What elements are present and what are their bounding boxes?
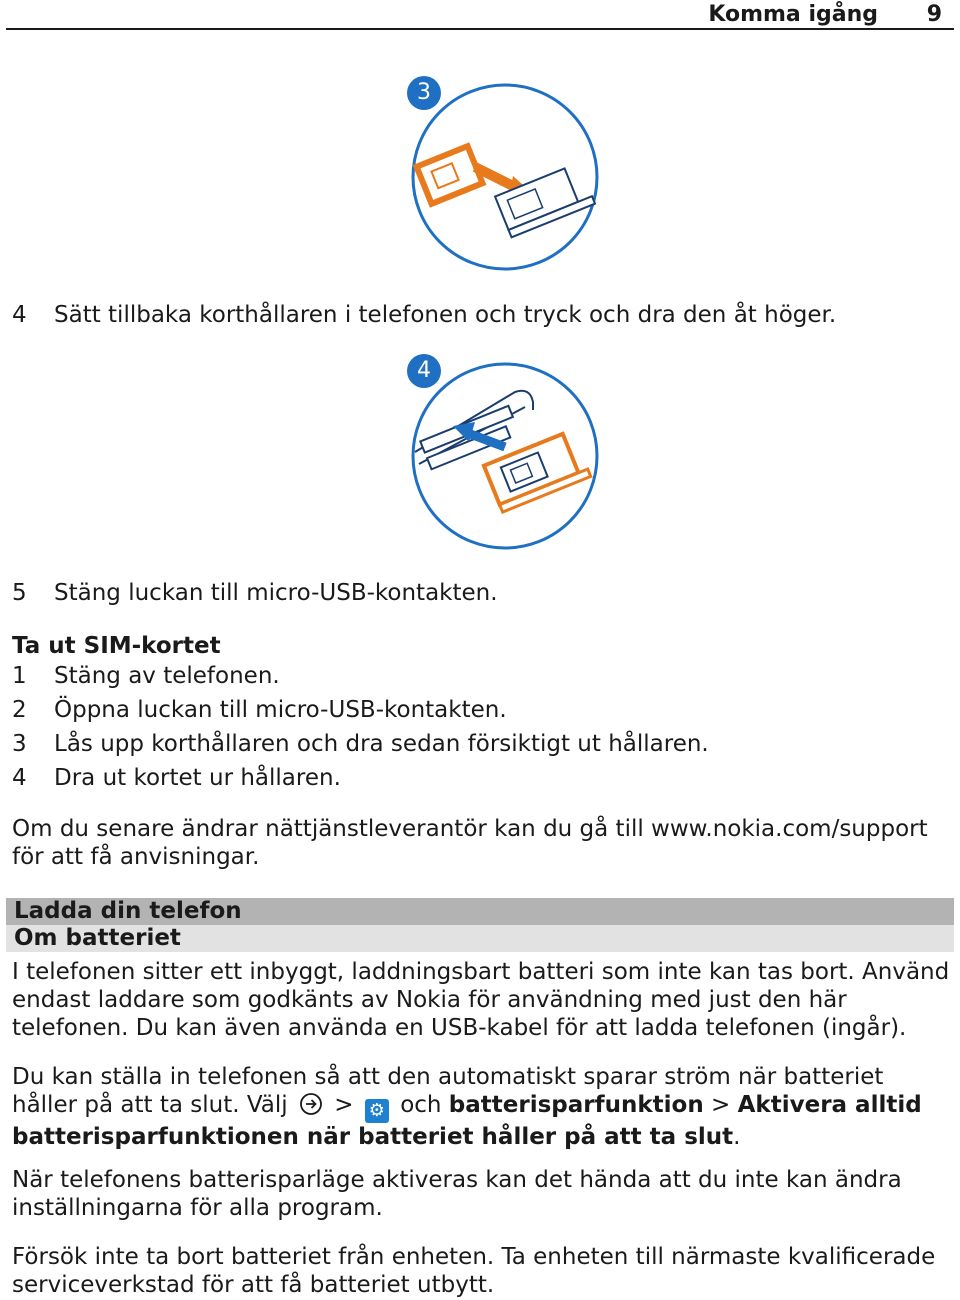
list-item	[12, 663, 280, 689]
list-item	[12, 731, 709, 757]
gt-separator: >	[711, 1092, 731, 1118]
page-number: 9	[926, 2, 942, 27]
section-title: Ladda din telefon	[14, 898, 242, 924]
step-number: 1	[12, 663, 27, 689]
step-4-badge: 4	[407, 354, 441, 388]
arrow-circle-icon	[299, 1092, 323, 1116]
list-item	[12, 765, 341, 791]
and-text: och	[400, 1092, 442, 1118]
subsection-title: Om batteriet	[14, 925, 181, 951]
battery-saver-setting: batterisparfunktion	[448, 1092, 704, 1118]
list-item	[12, 697, 507, 723]
step-text: Stäng luckan till micro-USB-kontakten.	[54, 580, 498, 606]
gt-separator: >	[334, 1092, 354, 1118]
illustration-step-3	[405, 72, 605, 272]
step-4-line	[12, 302, 836, 328]
battery-paragraph-1: I telefonen sitter ett inbyggt, laddningsbart batteri som inte kan tas bort. Använd endast laddare som godkänts av Nokia för användning med just den här telefonen. Du kan även använda en USB-kabel för att ladda telefonen (ingår).	[12, 959, 950, 1041]
illustration-step-4	[405, 352, 605, 552]
battery-paragraph-3: När telefonens batterisparläge aktiveras kan det hända att du inte kan ändra inställningarna för alla program.	[12, 1167, 902, 1221]
period: .	[733, 1124, 741, 1150]
step-number: 3	[12, 731, 27, 757]
page-header	[6, 0, 954, 30]
step-number: 4	[12, 765, 27, 791]
step-number: 4	[12, 302, 27, 328]
p2-text: Du kan ställa in telefonen så att den automatiskt sparar ström när batteriet håller på att ta slut. Välj	[12, 1064, 884, 1118]
chapter-title: Komma igång	[708, 2, 878, 27]
step-text: Stäng av telefonen.	[54, 663, 280, 689]
subsection-heading-bar	[6, 925, 954, 952]
battery-saver-option: Aktivera alltid batterisparfunktionen när batteriet håller på att ta slut	[12, 1092, 922, 1150]
step-number: 2	[12, 697, 27, 723]
support-note: Om du senare ändrar nättjänstleverantör kan du gå till www.nokia.com/support för att få anvisningar.	[12, 816, 928, 870]
battery-paragraph-2	[12, 1063, 952, 1151]
step-3-badge: 3	[407, 76, 441, 110]
step-number: 5	[12, 580, 27, 606]
step-text: Lås upp korthållaren och dra sedan försiktigt ut hållaren.	[54, 731, 709, 757]
section-heading-bar	[6, 898, 954, 925]
step-text: Sätt tillbaka korthållaren i telefonen och tryck och dra den åt höger.	[54, 302, 837, 328]
step-text: Dra ut kortet ur hållaren.	[54, 765, 341, 791]
battery-paragraph-4: Försök inte ta bort batteriet från enheten. Ta enheten till närmaste kvalificerade serviceverkstad för att få batteriet utbytt.	[12, 1244, 936, 1298]
settings-gear-icon: ⚙	[365, 1099, 389, 1123]
remove-sim-heading: Ta ut SIM-kortet	[12, 633, 221, 659]
step-text: Öppna luckan till micro-USB-kontakten.	[54, 697, 507, 723]
step-5-line	[12, 580, 498, 606]
